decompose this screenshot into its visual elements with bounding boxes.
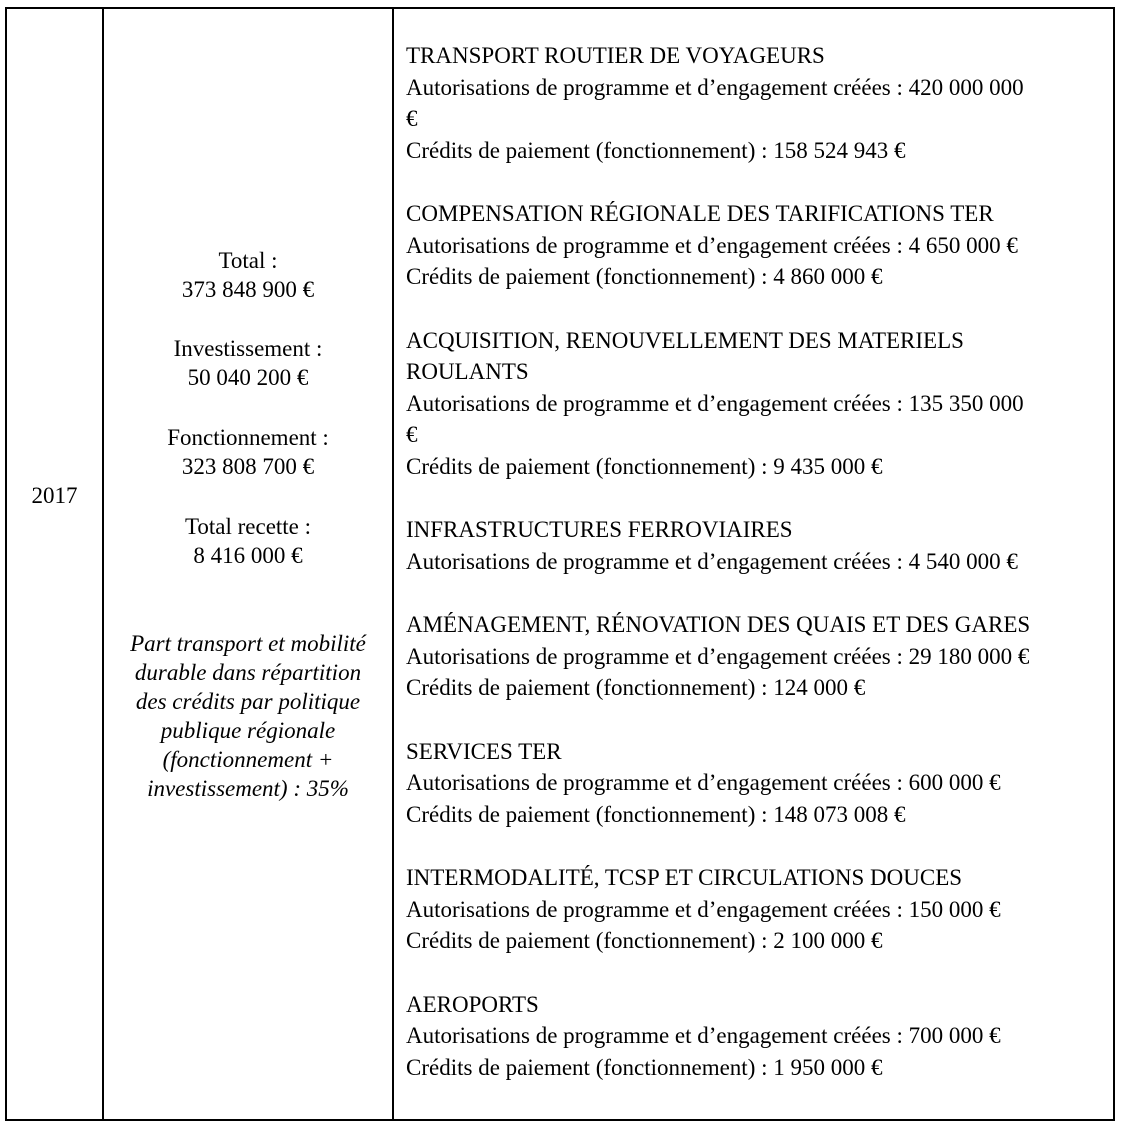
section-title: SERVICES TER — [406, 738, 562, 764]
share-line: (fonctionnement + — [162, 747, 334, 772]
section-line: Crédits de paiement (fonctionnement) : 158 524 943 € — [406, 137, 906, 163]
share-line: des crédits par politique — [135, 689, 361, 714]
details-cell — [406, 40, 1111, 1115]
section-line: Crédits de paiement (fonctionnement) : 148 073 008 € — [406, 801, 906, 827]
section-line: Crédits de paiement (fonctionnement) : 4 860 000 € — [406, 264, 883, 289]
section-line: Autorisations de programme et d’engagement créées : 135 350 000 — [406, 390, 1024, 416]
section-line: € — [406, 106, 418, 131]
section-title-continued: ROULANTS — [406, 359, 529, 384]
budget-section — [406, 325, 1111, 483]
investissement-value: 50 040 200 € — [187, 365, 309, 390]
section-title: ACQUISITION, RENOUVELLEMENT DES MATERIELS — [406, 327, 964, 353]
section-title: TRANSPORT ROUTIER DE VOYAGEURS — [406, 43, 825, 68]
section-line: € — [406, 422, 418, 447]
fonctionnement-value: 323 808 700 € — [181, 454, 315, 479]
recette-value: 8 416 000 € — [193, 543, 303, 568]
section-line: Autorisations de programme et d’engagement créées : 150 000 € — [406, 896, 1001, 922]
budget-section — [406, 514, 1111, 577]
budget-section — [406, 989, 1111, 1084]
section-title: AMÉNAGEMENT, RÉNOVATION DES QUAIS ET DES GARES — [406, 612, 1031, 637]
section-line: Autorisations de programme et d’engagement créées : 29 180 000 € — [406, 643, 1030, 669]
budget-section — [406, 609, 1111, 704]
section-line: Autorisations de programme et d’engagement créées : 700 000 € — [406, 1023, 1001, 1048]
share-line: durable dans répartition — [134, 660, 362, 685]
investissement-block — [104, 334, 392, 392]
total-block — [104, 246, 392, 304]
section-line: Crédits de paiement (fonctionnement) : 124 000 € — [406, 675, 866, 700]
section-line: Crédits de paiement (fonctionnement) : 2 100 000 € — [406, 928, 883, 953]
transport-share-note — [104, 629, 392, 803]
budget-section — [406, 40, 1111, 166]
budget-section — [406, 198, 1111, 293]
total-label: Total : — [218, 248, 278, 273]
budget-section — [406, 862, 1111, 957]
section-title: AEROPORTS — [406, 991, 539, 1017]
section-title: COMPENSATION RÉGIONALE DES TARIFICATIONS TER — [406, 201, 994, 226]
share-line: publique régionale — [160, 718, 336, 743]
recette-label: Total recette : — [184, 514, 312, 539]
section-line: Autorisations de programme et d’engagement créées : 420 000 000 — [406, 74, 1024, 100]
section-line: Autorisations de programme et d’engagement créées : 600 000 € — [406, 770, 1001, 795]
share-line: Part transport et mobilité — [130, 631, 366, 656]
section-line: Autorisations de programme et d’engagement créées : 4 650 000 € — [406, 232, 1018, 258]
column-divider — [392, 7, 394, 1121]
fonctionnement-label: Fonctionnement : — [167, 425, 329, 450]
share-line: investissement) : 35% — [147, 776, 349, 801]
section-title: INFRASTRUCTURES FERROVIAIRES — [406, 517, 793, 542]
budget-section — [406, 736, 1111, 831]
year-cell: 2017 — [31, 483, 78, 508]
section-line: Crédits de paiement (fonctionnement) : 1 950 000 € — [406, 1054, 883, 1080]
fonctionnement-block — [104, 423, 392, 481]
section-title: INTERMODALITÉ, TCSP ET CIRCULATIONS DOUCES — [406, 865, 963, 890]
section-line: Autorisations de programme et d’engagement créées : 4 540 000 € — [406, 548, 1018, 574]
total-value: 373 848 900 € — [181, 277, 315, 302]
section-line: Crédits de paiement (fonctionnement) : 9 435 000 € — [406, 453, 883, 479]
investissement-label: Investissement : — [173, 336, 323, 361]
recette-block — [104, 512, 392, 570]
